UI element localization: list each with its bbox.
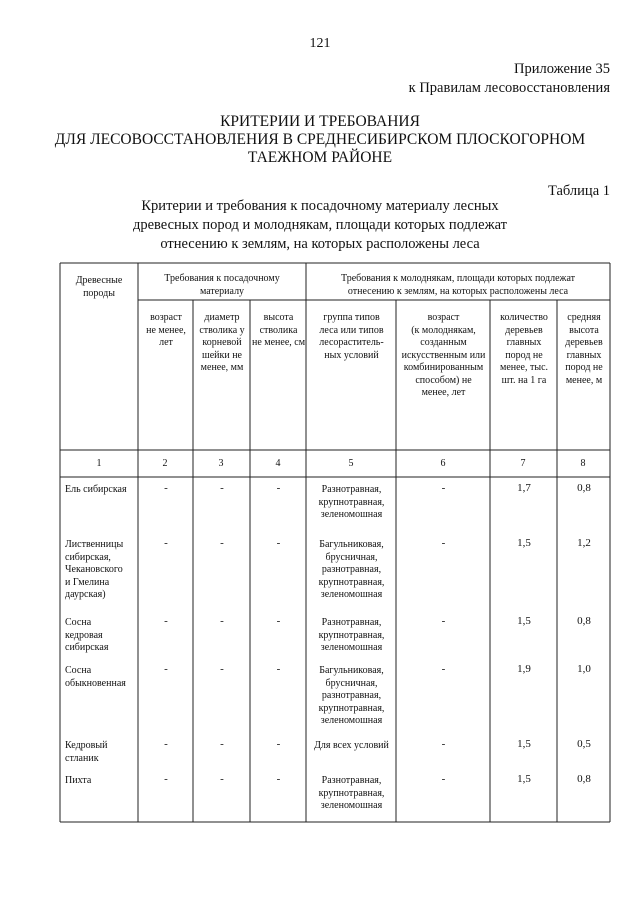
- tree-count-value: 1,7: [517, 482, 531, 494]
- forest-conditions-line: зеленомошная: [320, 589, 383, 600]
- header-height-line: не менее, см: [251, 337, 306, 348]
- avg-height-value: 0,8: [577, 615, 591, 627]
- tree-count-value: 1,5: [517, 615, 531, 627]
- header-planting: [140, 273, 304, 298]
- forest-conditions-line: Для всех условий: [314, 740, 389, 751]
- forest-conditions-line: зеленомошная: [320, 800, 383, 811]
- column-number: 2: [162, 458, 168, 469]
- age-value: -: [164, 615, 168, 627]
- header-height: [251, 312, 306, 350]
- header-young-age-line: созданным: [420, 337, 467, 348]
- species-name-line: обыкновенная: [65, 677, 126, 689]
- forest-conditions: [307, 740, 396, 753]
- header-age-line: лет: [159, 337, 173, 348]
- forest-conditions-line: разнотравная,: [321, 564, 382, 575]
- header-diameter: [194, 312, 250, 375]
- header-species-line: породы: [83, 287, 115, 299]
- species-name: [65, 775, 137, 788]
- column-number: 5: [348, 458, 354, 469]
- forest-conditions-line: крупнотравная,: [318, 496, 385, 508]
- species-name: [65, 740, 137, 765]
- header-tree-count-line: деревьев: [505, 324, 543, 336]
- avg-height-value: 1,2: [577, 537, 591, 549]
- species-name: [65, 539, 137, 602]
- header-height-line: стволика: [259, 324, 298, 336]
- document-title-line-2: ДЛЯ ЛЕСОВОССТАНОВЛЕНИЯ В СРЕДНЕСИБИРСКОМ ПЛОСКОГОРНОМ: [54, 131, 586, 148]
- header-diameter-line: шейки не: [202, 349, 242, 361]
- forest-conditions: [307, 539, 396, 602]
- species-name: [65, 484, 137, 497]
- forest-conditions-line: Багульниковая,: [319, 665, 384, 676]
- header-tree-count-line: шт. на 1 га: [501, 374, 547, 386]
- header-age: [139, 312, 193, 350]
- forest-conditions: [307, 484, 396, 522]
- forest-conditions-line: разнотравная,: [321, 690, 382, 701]
- header-young-age-line: комбинированным: [403, 362, 484, 373]
- tree-count-value: 1,5: [517, 537, 531, 549]
- header-young-age-line: способом) не: [415, 374, 472, 386]
- appendix-label: Приложение 35: [514, 61, 610, 77]
- forest-conditions-line: зеленомошная: [320, 715, 383, 726]
- header-planting-line: Требования к посадочному: [164, 273, 280, 284]
- header-height-line: высота: [263, 312, 294, 323]
- header-tree-count-line: пород не: [505, 349, 543, 361]
- header-avg-height-line: деревьев: [565, 337, 603, 348]
- age-value: -: [164, 482, 168, 494]
- header-forest-group-line: ных условий: [324, 349, 379, 361]
- header-forest-group-line: лесораститель-: [319, 337, 384, 348]
- height-value: -: [276, 615, 281, 627]
- forest-conditions: [307, 775, 396, 813]
- header-diameter-line: корневой: [202, 337, 242, 348]
- tree-count-value: 1,5: [517, 773, 531, 785]
- forest-conditions-line: Разнотравная,: [321, 484, 382, 495]
- avg-height-value: 1,0: [577, 663, 591, 675]
- diameter-value: -: [220, 537, 224, 549]
- young-age-value: -: [441, 615, 446, 627]
- forest-conditions: [307, 665, 396, 728]
- species-name-line: Ель сибирская: [65, 484, 127, 495]
- forest-conditions-line: Разнотравная,: [321, 775, 382, 786]
- species-name-line: даурская): [65, 589, 106, 600]
- header-tree-count-line: главных: [506, 337, 542, 348]
- column-number: 1: [96, 458, 102, 469]
- young-age-value: -: [441, 537, 446, 549]
- species-name-line: Сосна: [65, 617, 92, 628]
- column-number: 4: [275, 458, 281, 469]
- age-value: -: [164, 663, 168, 675]
- species-name-line: Пихта: [65, 775, 92, 786]
- species-name-line: Кедровый: [65, 740, 108, 751]
- header-species: [62, 275, 136, 300]
- forest-conditions: [307, 617, 396, 655]
- forest-conditions-line: крупнотравная,: [318, 576, 385, 588]
- height-value: -: [276, 482, 281, 494]
- header-young-line: Требования к молоднякам, площади которых подлежат: [341, 273, 575, 284]
- table-caption-line-1: Критерии и требования к посадочному материалу лесных: [141, 198, 499, 214]
- height-value: -: [276, 663, 281, 675]
- forest-conditions-line: крупнотравная,: [318, 787, 385, 799]
- table-label: Таблица 1: [547, 183, 610, 199]
- avg-height-value: 0,5: [577, 738, 591, 750]
- table-caption: [110, 197, 530, 254]
- age-value: -: [164, 537, 168, 549]
- header-young-age: [397, 312, 490, 400]
- species-name-line: Сосна: [65, 665, 92, 676]
- column-number: 6: [440, 458, 446, 469]
- species-name-line: стланик: [65, 752, 99, 764]
- column-number: 8: [580, 458, 586, 469]
- diameter-value: -: [220, 773, 224, 785]
- header-diameter-line: диаметр: [204, 312, 240, 323]
- header-avg-height-line: менее, м: [565, 374, 603, 386]
- diameter-value: -: [220, 738, 224, 750]
- header-forest-group-line: леса или типов: [319, 324, 384, 336]
- header-tree-count-line: количество: [500, 312, 548, 323]
- header-avg-height-line: пород не: [565, 362, 603, 373]
- header-avg-height-line: высота: [569, 324, 599, 336]
- age-value: -: [164, 738, 168, 750]
- young-age-value: -: [441, 663, 446, 675]
- forest-conditions-line: Багульниковая,: [319, 539, 384, 550]
- species-name-line: Чекановского: [65, 564, 123, 575]
- page-number: 121: [309, 36, 331, 51]
- forest-conditions-line: зеленомошная: [320, 509, 383, 520]
- table-caption-line-3: отнесению к землям, на которых расположены леса: [160, 236, 480, 252]
- column-number: 7: [520, 458, 526, 469]
- header-young-age-line: искусственным или: [401, 349, 486, 361]
- header-young-line: отнесению к землям, на которых расположены леса: [347, 285, 569, 297]
- species-name-line: кедровая: [65, 629, 103, 641]
- age-value: -: [164, 773, 168, 785]
- header-tree-count-line: менее, тыс.: [499, 362, 549, 373]
- species-name-line: сибирская: [65, 642, 109, 653]
- header-young-age-line: (к молоднякам,: [411, 324, 476, 336]
- header-avg-height-line: главных: [566, 349, 602, 361]
- species-name: [65, 617, 137, 655]
- header-diameter-line: стволика у: [199, 324, 245, 336]
- species-name-line: и Гмелина: [65, 576, 110, 588]
- document-title-line-1: КРИТЕРИИ И ТРЕБОВАНИЯ: [220, 113, 420, 130]
- species-name: [65, 665, 137, 690]
- height-value: -: [276, 773, 281, 785]
- avg-height-value: 0,8: [577, 773, 591, 785]
- forest-conditions-line: брусничная,: [325, 551, 378, 563]
- header-forest-group: [307, 312, 396, 362]
- table-caption-line-2: древесных пород и молоднякам, площади которых подлежат: [132, 217, 507, 233]
- header-forest-group-line: группа типов: [323, 312, 380, 323]
- header-species-line: Древесные: [75, 275, 123, 286]
- forest-conditions-line: брусничная,: [325, 677, 378, 689]
- height-value: -: [276, 738, 281, 750]
- header-age-line: не менее,: [146, 324, 186, 336]
- header-young-age-line: возраст: [427, 312, 460, 323]
- tree-count-value: 1,9: [517, 663, 531, 675]
- header-avg-height-line: средняя: [567, 312, 601, 323]
- header-diameter-line: менее, мм: [200, 362, 244, 373]
- diameter-value: -: [220, 482, 224, 494]
- header-age-line: возраст: [150, 312, 182, 323]
- forest-conditions-line: зеленомошная: [320, 642, 383, 653]
- column-number: 3: [218, 458, 224, 469]
- header-tree-count: [491, 312, 557, 387]
- header-young: [308, 273, 608, 298]
- young-age-value: -: [441, 482, 446, 494]
- document-title-line-3: ТАЕЖНОМ РАЙОНЕ: [247, 149, 393, 166]
- young-age-value: -: [441, 738, 446, 750]
- header-young-age-line: менее, лет: [421, 387, 466, 398]
- forest-conditions-line: крупнотравная,: [318, 629, 385, 641]
- young-age-value: -: [441, 773, 446, 785]
- species-name-line: сибирская,: [65, 551, 111, 563]
- avg-height-value: 0,8: [577, 482, 591, 494]
- header-planting-line: материалу: [199, 285, 245, 297]
- diameter-value: -: [220, 663, 224, 675]
- tree-count-value: 1,5: [517, 738, 531, 750]
- species-name-line: Лиственницы: [65, 539, 124, 550]
- diameter-value: -: [220, 615, 224, 627]
- height-value: -: [276, 537, 281, 549]
- forest-conditions-line: Разнотравная,: [321, 617, 382, 628]
- forest-conditions-line: крупнотравная,: [318, 702, 385, 714]
- appendix-reference: к Правилам лесовосстановления: [408, 80, 610, 96]
- header-avg-height: [558, 312, 610, 387]
